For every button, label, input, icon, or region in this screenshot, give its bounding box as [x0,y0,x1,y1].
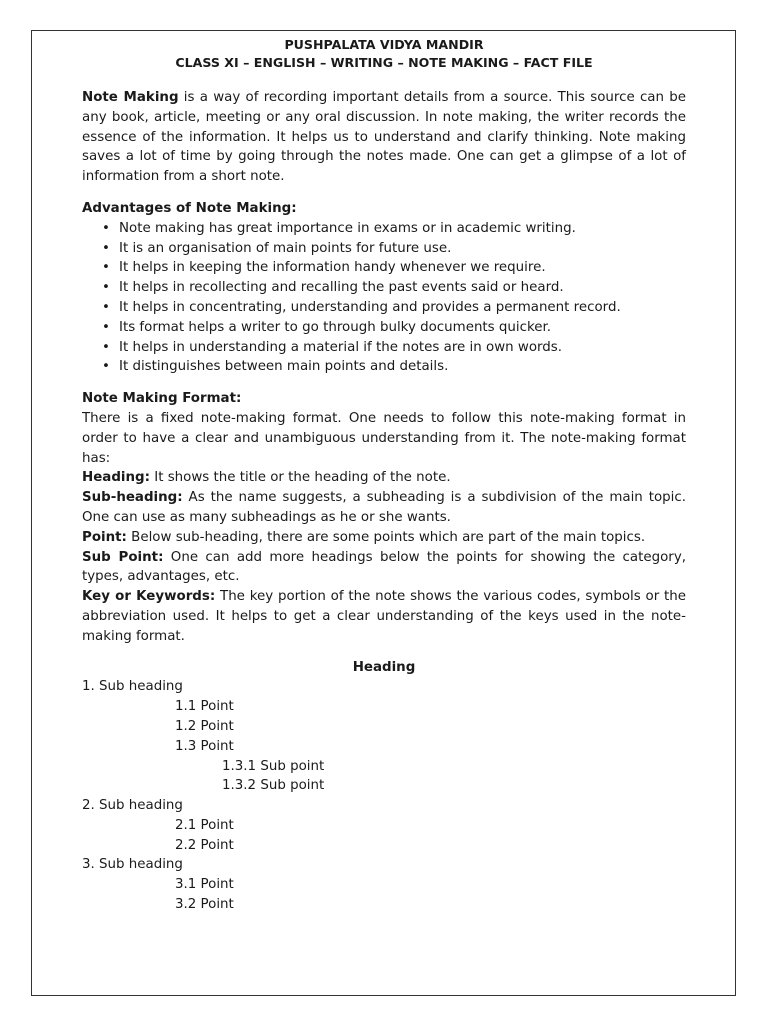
school-name: PUSHPALATA VIDYA MANDIR [284,37,484,52]
format-title: Note Making Format: [82,391,242,407]
outline-line: 2.2 Point [175,837,234,853]
format-text: As the name suggests, a subheading is a subdivision of the main topic. One can use as many subheadings as he or she wants. [82,490,686,525]
format-term: Point: [82,529,127,545]
format-term: Sub Point: [82,549,164,565]
format-entry [82,468,686,488]
list-item: • It is an organisation of main points for future use. [82,239,686,259]
advantages-title: Advantages of Note Making: [82,200,297,216]
document-body [82,36,686,915]
format-term: Heading: [82,470,150,486]
outline-line: 3. Sub heading [82,857,183,873]
intro-term: Note Making [82,90,179,105]
outline-line: 1. Sub heading [82,679,183,695]
format-text: One can add more headings below the points for showing the category, types, advantages, etc. [82,549,686,585]
advantages-list [82,219,686,377]
format-intro: There is a fixed note-making format. One needs to follow this note-making format in order to have a clear and unambiguous understanding from it. The note-making format has: [82,410,686,466]
format-text: It shows the title or the heading of the note. [149,470,451,486]
outline-line: 2.1 Point [175,817,234,833]
format-entry [82,548,686,588]
outline-line: 1.3 Point [175,738,234,754]
intro-paragraph [82,88,686,187]
format-text: Below sub-heading, there are some points which are part of the main topics. [126,529,646,545]
outline-line: 1.3.1 Sub point [222,758,325,774]
list-item: • It distinguishes between main points and details. [82,357,686,377]
intro-text: is a way of recording important details from a source. This source can be any book, article, meeting or any oral discussion. In note making, the writer records the essence of the information. It helps us to understand and clarify thinking. Note making saves a lot of time by going through the notes made. One can get a glimpse of a lot of information from a short note. [82,90,686,185]
list-item: • It helps in keeping the information handy whenever we require. [82,258,686,278]
format-term: Sub-heading: [82,490,183,506]
outline-line: 2. Sub heading [82,798,183,814]
list-item: • Note making has great importance in exams or in academic writing. [82,219,686,239]
format-text: The key portion of the note shows the various codes, symbols or the abbreviation used. It helps to get a clear understanding of the keys used in the note-making format. [82,589,686,644]
outline-line: 3.2 Point [175,897,234,913]
outline-heading: Heading [352,659,416,675]
outline-line: 1.3.2 Sub point [222,778,325,794]
list-item: • It helps in understanding a material if the notes are in own words. [82,338,686,358]
format-entry [82,528,686,548]
outline-line: 3.1 Point [175,877,234,893]
outline-line: 1.1 Point [175,699,234,715]
list-item: • It helps in concentrating, understanding and provides a permanent record. [82,298,686,318]
document-subtitle: CLASS XI – ENGLISH – WRITING – NOTE MAKING – FACT FILE [175,55,593,70]
format-entry [82,587,686,646]
list-item: • It helps in recollecting and recalling the past events said or heard. [82,278,686,298]
format-entry [82,488,686,528]
format-term: Key or Keywords: [82,589,216,605]
outline-line: 1.2 Point [175,718,234,734]
list-item: • Its format helps a writer to go through bulky documents quicker. [82,318,686,338]
